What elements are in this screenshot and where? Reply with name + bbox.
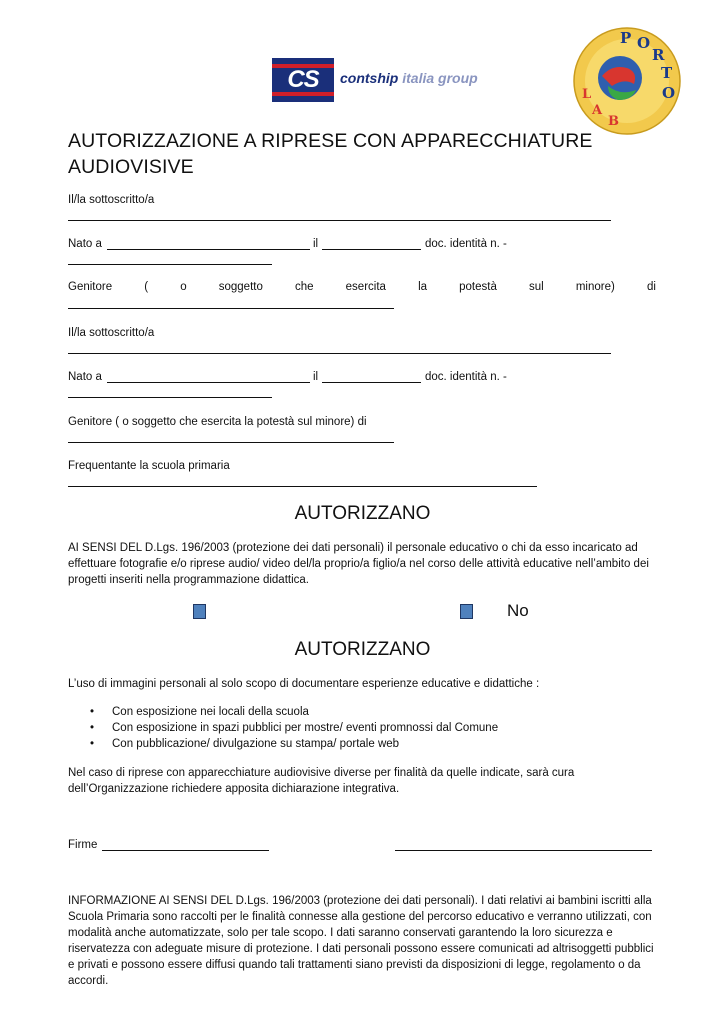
porto-letter: O [637, 34, 651, 52]
scuola-field[interactable] [68, 486, 537, 487]
il-label-1: il [313, 238, 319, 250]
nato-a-field-1[interactable] [107, 249, 310, 250]
minore-field-1[interactable] [68, 308, 394, 309]
no-label: No [507, 601, 529, 620]
sottoscritto-field-2[interactable] [68, 353, 611, 354]
nato-a-field-2[interactable] [107, 382, 310, 383]
lab-letter: L [582, 87, 592, 102]
doc-label-1: doc. identità n. - [425, 238, 507, 250]
firma-field-1[interactable] [102, 850, 269, 851]
frequentante-label: Frequentante la scuola primaria [68, 460, 230, 472]
doc-field-1[interactable] [68, 264, 272, 265]
lab-letter: B [608, 114, 619, 129]
porto-letter: O [662, 84, 676, 102]
genitore-row-1: Genitore ( o soggetto che esercita la potestà sul minore) di [68, 281, 656, 293]
autorizzano-heading-1: AUTORIZZANO [294, 503, 431, 524]
firma-field-2[interactable] [395, 850, 652, 851]
contship-logo [272, 58, 512, 102]
nato-row-1: Nato a [68, 238, 102, 250]
porto-letter: T [661, 64, 673, 82]
firme-label: Firme [68, 839, 98, 851]
il-label-2: il [313, 371, 319, 383]
minore-field-2[interactable] [68, 442, 394, 443]
data-nascita-field-1[interactable] [322, 249, 421, 250]
list-item: • Con pubblicazione/ divulgazione su stampa/ portale web [68, 736, 668, 752]
informativa-privacy: INFORMAZIONE AI SENSI DEL D.Lgs. 196/2003 (protezione dei dati personali). I dati relativi ai bambini iscritti alla Scuola Primaria sono raccolti per le finalità connesse alla gestione del percorso educativo e verranno utilizzati, con modalità anche automatizzate, solo per tale scopo. I dati saranno conservati garantendo la loro sicurezza e riservatezza con adeguate misure di protezione. I dati personali possono essere comunicati ad altrisoggetti pubblici e privati e possono essere diffusi quando tali trattamenti siano previsti da disposizioni di legge, regolamento o da accordi. [68, 895, 654, 987]
nato-row-2: Nato a [68, 371, 102, 383]
si-checkbox[interactable] [193, 604, 206, 619]
sottoscritto-label-2: Il/la sottoscritto/a [68, 327, 155, 339]
sottoscritto-label-1: Il/la sottoscritto/a [68, 194, 155, 206]
porto-letter: R [652, 46, 665, 64]
genitore-label-2: Genitore ( o soggetto che esercita la potestà sul minore) di [68, 416, 367, 428]
esposizione-list [68, 704, 668, 752]
autorizzano-heading-2: AUTORIZZANO [294, 639, 431, 660]
list-item: • Con esposizione in spazi pubblici per mostre/ eventi promnossi dal Comune [68, 720, 668, 736]
contship-logo-text: contship italia group [340, 70, 478, 86]
lab-letter: A [592, 103, 603, 118]
nota-integrativa: Nel caso di riprese con apparecchiature audiovisive diverse per finalità da quelle indicate, sarà cura dell’Organizzazione richiedere apposita dichiarazione integrativa. [68, 767, 575, 795]
list-item: • Con esposizione nei locali della scuola [68, 704, 668, 720]
porto-lab-logo [572, 26, 682, 136]
doc-label-2: doc. identità n. - [425, 371, 507, 383]
uso-immagini-intro: L’uso di immagini personali al solo scopo di documentare esperienze educative e didattiche : [68, 678, 540, 690]
doc-field-2[interactable] [68, 397, 272, 398]
contship-logo-mark [272, 58, 334, 102]
page-title: AUTORIZZAZIONE A RIPRESE CON APPARECCHIATURE AUDIOVISIVE [68, 130, 593, 178]
data-nascita-field-2[interactable] [322, 382, 421, 383]
sottoscritto-field-1[interactable] [68, 220, 611, 221]
porto-letter: P [620, 29, 632, 47]
no-checkbox[interactable] [460, 604, 473, 619]
contship-logo-letters: CS [287, 66, 319, 93]
autorizzazione-text-1: AI SENSI DEL D.Lgs. 196/2003 (protezione dei dati personali) il personale educativo o chi da esso incaricato ad effettuare fotografie e/o riprese audio/ video del/la proprio/a figlio/a nel corso delle attività educative nell’ambito dei progetti inseriti nella programmazione didattica. [68, 542, 649, 586]
